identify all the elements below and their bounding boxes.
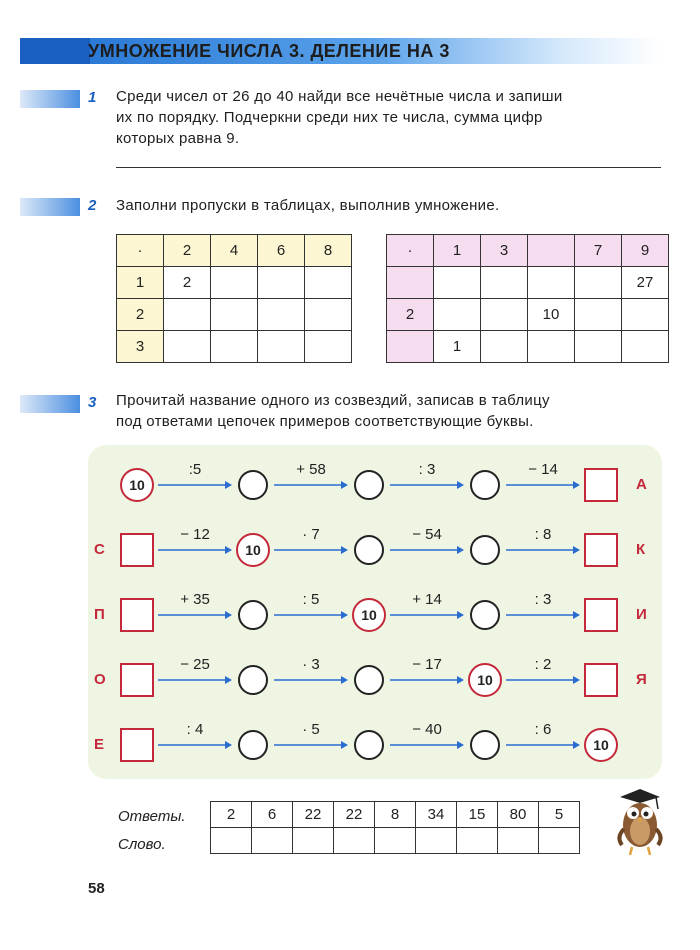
table-cell: · — [117, 235, 164, 267]
arrow-icon — [390, 610, 464, 620]
table-cell: 6 — [258, 235, 305, 267]
arrow-icon — [506, 740, 580, 750]
arrow-icon — [390, 480, 464, 490]
operation-label: : 4 — [186, 721, 204, 738]
answer-cell: 6 — [252, 802, 293, 828]
answer-square[interactable] — [584, 533, 618, 567]
chain-letter: К — [636, 541, 646, 558]
operation-label: : 3 — [534, 591, 552, 608]
table-cell: 2 — [387, 299, 434, 331]
operation-label: : 5 — [302, 591, 320, 608]
task-number: 1 — [88, 89, 97, 106]
task-line: под ответами цепочек примеров соответствующие буквы. — [116, 413, 534, 430]
answer-circle[interactable] — [238, 730, 268, 760]
answer-circle[interactable] — [238, 665, 268, 695]
arrow-icon — [274, 740, 348, 750]
answer-cell: 80 — [498, 802, 539, 828]
operation-label: · 5 — [302, 721, 320, 738]
arrow-icon — [158, 675, 232, 685]
answer-circle[interactable] — [470, 600, 500, 630]
arrow-icon — [158, 740, 232, 750]
arrow-icon — [274, 610, 348, 620]
word-label: Слово. — [118, 836, 166, 853]
table-cell: 27 — [622, 267, 669, 299]
word-cell[interactable] — [211, 828, 252, 854]
word-cell[interactable] — [293, 828, 334, 854]
chain-start-number: 10 — [352, 598, 386, 632]
table-cell: 2 — [164, 235, 211, 267]
answer-square[interactable] — [120, 663, 154, 697]
task-line: Среди чисел от 26 до 40 найди все нечётные числа и запиши — [116, 88, 563, 105]
page-number: 58 — [88, 880, 105, 897]
operation-label: + 58 — [296, 461, 326, 478]
operation-label: : 8 — [534, 526, 552, 543]
arrow-icon — [158, 610, 232, 620]
operation-label: : 6 — [534, 721, 552, 738]
operation-label: :5 — [188, 461, 202, 478]
word-cell[interactable] — [457, 828, 498, 854]
answer-cell: 34 — [416, 802, 457, 828]
answer-cell: 8 — [375, 802, 416, 828]
chain-start-number: 10 — [584, 728, 618, 762]
operation-label: · 3 — [302, 656, 320, 673]
table-cell: 3 — [117, 331, 164, 363]
table-cell: 1 — [434, 235, 481, 267]
task-number: 2 — [88, 197, 97, 214]
table-cell[interactable]: 2 — [164, 267, 211, 299]
arrow-icon — [158, 480, 232, 490]
answer-circle[interactable] — [354, 470, 384, 500]
task-line: их по порядку. Подчеркни среди них те числа, сумма цифр — [116, 109, 543, 126]
operation-label: − 12 — [180, 526, 210, 543]
table-cell: 9 — [622, 235, 669, 267]
arrow-icon — [390, 675, 464, 685]
operation-label: − 14 — [528, 461, 558, 478]
answers-table — [210, 801, 580, 854]
operation-label: − 17 — [412, 656, 442, 673]
word-cell[interactable] — [498, 828, 539, 854]
arrow-icon — [274, 545, 348, 555]
table-cell: 1 — [117, 267, 164, 299]
answer-square[interactable] — [584, 598, 618, 632]
table-cell: 8 — [305, 235, 352, 267]
answer-square[interactable] — [584, 468, 618, 502]
operation-label: : 2 — [534, 656, 552, 673]
task2-text: Заполни пропуски в таблицах, выполнив умножение. — [116, 197, 500, 214]
chain-letter: П — [94, 606, 105, 623]
answers-label: Ответы. — [118, 808, 186, 825]
operation-label: − 25 — [180, 656, 210, 673]
word-cell[interactable] — [539, 828, 580, 854]
table-cell: 4 — [211, 235, 258, 267]
table-cell: 2 — [117, 299, 164, 331]
answer-circle[interactable] — [238, 600, 268, 630]
table-cell: 7 — [575, 235, 622, 267]
operation-label: − 40 — [412, 721, 442, 738]
answer-cell: 22 — [293, 802, 334, 828]
table-cell: 3 — [481, 235, 528, 267]
answer-square[interactable] — [120, 728, 154, 762]
chain-letter: И — [636, 606, 647, 623]
chain-letter: Е — [94, 736, 105, 753]
word-cell[interactable] — [416, 828, 457, 854]
table-cell: · — [387, 235, 434, 267]
answer-circle[interactable] — [354, 730, 384, 760]
arrow-icon — [390, 545, 464, 555]
task-line: Прочитай название одного из созвездий, записав в таблицу — [116, 392, 550, 409]
chain-start-number: 10 — [468, 663, 502, 697]
arrow-icon — [274, 480, 348, 490]
answer-cell: 15 — [457, 802, 498, 828]
answer-cell: 5 — [539, 802, 580, 828]
table-cell: 10 — [528, 299, 575, 331]
answer-circle[interactable] — [354, 535, 384, 565]
page-title: УМНОЖЕНИЕ ЧИСЛА 3. ДЕЛЕНИЕ НА 3 — [88, 41, 450, 61]
task-number: 3 — [88, 394, 97, 411]
arrow-icon — [506, 480, 580, 490]
word-cell[interactable] — [334, 828, 375, 854]
arrow-icon — [506, 610, 580, 620]
word-cell[interactable] — [252, 828, 293, 854]
answer-square[interactable] — [584, 663, 618, 697]
answer-circle[interactable] — [470, 730, 500, 760]
word-cell[interactable] — [375, 828, 416, 854]
operation-label: + 35 — [180, 591, 210, 608]
arrow-icon — [274, 675, 348, 685]
arrow-icon — [390, 740, 464, 750]
answer-circle[interactable] — [470, 470, 500, 500]
arrow-icon — [506, 545, 580, 555]
chain-letter: О — [94, 671, 106, 688]
answer-square[interactable] — [120, 598, 154, 632]
arrow-icon — [506, 675, 580, 685]
answer-circle[interactable] — [238, 470, 268, 500]
chain-start-number: 10 — [120, 468, 154, 502]
chain-start-number: 10 — [236, 533, 270, 567]
operation-label: + 14 — [412, 591, 442, 608]
operation-label: − 54 — [412, 526, 442, 543]
chain-letter: С — [94, 541, 105, 558]
owl-mascot-icon — [612, 785, 668, 857]
operation-label: · 7 — [302, 526, 320, 543]
chain-letter: А — [636, 476, 647, 493]
chain-letter: Я — [636, 671, 647, 688]
answer-cell: 22 — [334, 802, 375, 828]
operation-label: : 3 — [418, 461, 436, 478]
arrow-icon — [158, 545, 232, 555]
answer-square[interactable] — [120, 533, 154, 567]
table-cell: 1 — [434, 331, 481, 363]
task-line: которых равна 9. — [116, 130, 240, 147]
answer-circle[interactable] — [470, 535, 500, 565]
answer-circle[interactable] — [354, 665, 384, 695]
answer-cell: 2 — [211, 802, 252, 828]
